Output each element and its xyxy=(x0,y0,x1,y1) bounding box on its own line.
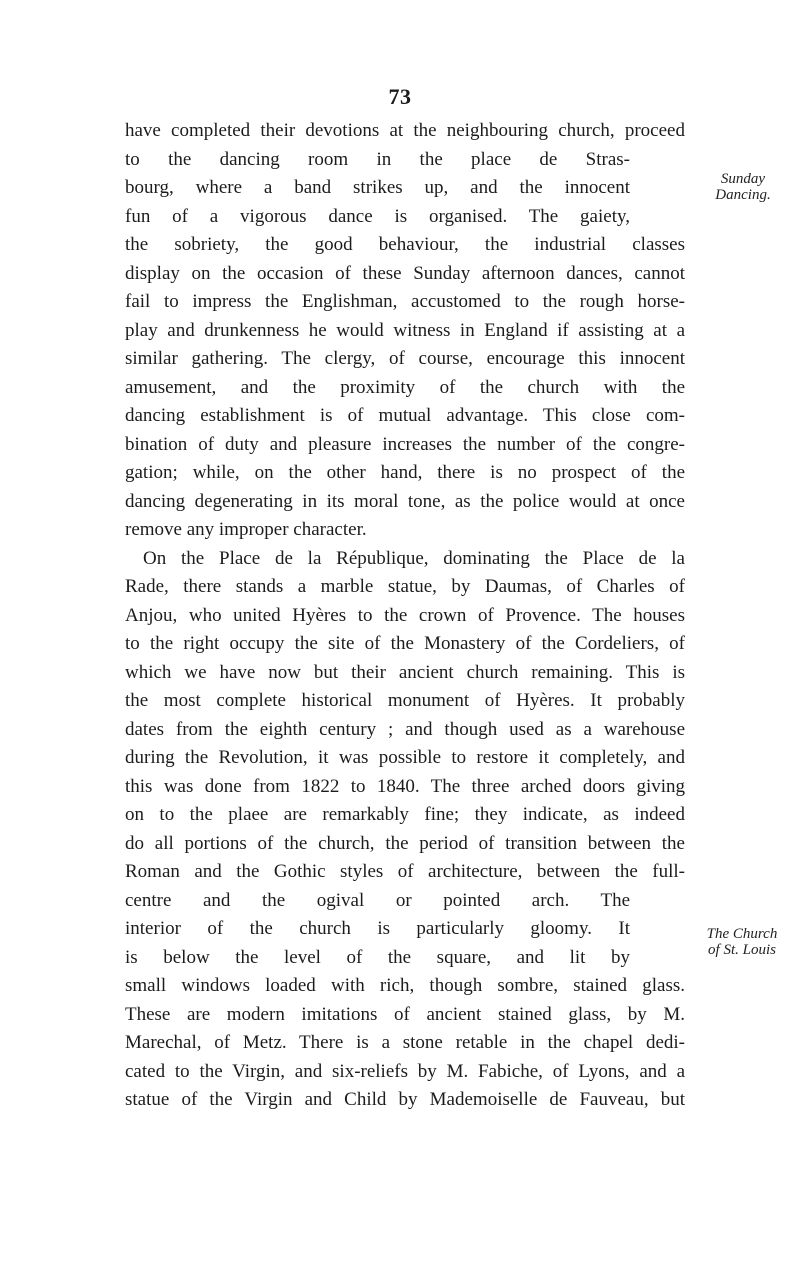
text-line: Anjou, who united Hyères to the crown of Provence. The houses xyxy=(125,604,685,626)
text-line: statue of the Virgin and Child by Mademoiselle de Fauveau, but xyxy=(125,1089,685,1110)
text-line: have completed their devotions at the neighbouring church, proceed xyxy=(125,120,685,141)
margin-note-line: The Church xyxy=(706,926,778,942)
margin-note-line: Sunday xyxy=(720,171,766,187)
text-line: bourg, where a band strikes up, and the innocent xyxy=(125,177,630,198)
text-line: small windows loaded with rich, though sombre, stained glass. xyxy=(125,975,685,996)
text-line: On the Place de la République, dominating the Place de la xyxy=(143,547,685,569)
text-line: dancing degenerating in its moral tone, as the police would at once xyxy=(125,490,685,512)
text-line: cated to the Virgin, and six-reliefs by M. Fabiche, of Lyons, and a xyxy=(125,1060,685,1082)
margin-note-church-st-louis xyxy=(697,926,787,958)
text-line: centre and the ogival or pointed arch. The xyxy=(125,889,630,911)
text-line: Roman and the Gothic styles of architecture, between the full- xyxy=(125,861,685,882)
margin-note-line: of St. Louis xyxy=(708,942,776,958)
text-line: Rade, there stands a marble statue, by Daumas, of Charles of xyxy=(125,576,685,597)
margin-note-sunday-dancing xyxy=(702,171,784,203)
text-line: is below the level of the square, and lit by xyxy=(125,946,630,968)
text-line: to the dancing room in the place de Stras- xyxy=(125,148,630,170)
body-text xyxy=(125,117,685,1115)
text-line: fun of a vigorous dance is organised. The gaiety, xyxy=(125,205,630,227)
text-line: the most complete historical monument of Hyères. It probably xyxy=(125,690,685,711)
text-line: dancing establishment is of mutual advantage. This close com- xyxy=(125,405,685,426)
text-line: These are modern imitations of ancient stained glass, by M. xyxy=(125,1003,685,1025)
text-line: do all portions of the church, the period of transition between the xyxy=(125,832,685,854)
text-line: gation; while, on the other hand, there is no prospect of the xyxy=(125,462,685,483)
text-line: Marechal, of Metz. There is a stone retable in the chapel dedi- xyxy=(125,1032,685,1053)
text-line: to the right occupy the site of the Monastery of the Cordeliers, of xyxy=(125,633,685,654)
text-line: dates from the eighth century ; and though used as a warehouse xyxy=(125,718,685,740)
text-line: the sobriety, the good behaviour, the industrial classes xyxy=(125,234,685,255)
text-line: which we have now but their ancient church remaining. This is xyxy=(125,661,685,683)
text-line: play and drunkenness he would witness in England if assisting at a xyxy=(125,319,685,341)
text-line: this was done from 1822 to 1840. The three arched doors giving xyxy=(125,775,685,797)
text-line: fail to impress the Englishman, accustomed to the rough horse- xyxy=(125,291,685,312)
text-line: on to the plaee are remarkably fine; they indicate, as indeed xyxy=(125,804,685,825)
text-line: amusement, and the proximity of the church with the xyxy=(125,376,685,398)
text-line: interior of the church is particularly gloomy. It xyxy=(125,918,630,939)
margin-note-line: Dancing. xyxy=(715,187,771,203)
text-line: bination of duty and pleasure increases the number of the congre- xyxy=(125,433,685,455)
text-line: during the Revolution, it was possible to restore it completely, and xyxy=(125,747,685,768)
text-line: remove any improper character. xyxy=(125,519,367,540)
page-number: 73 xyxy=(388,84,412,109)
text-line: display on the occasion of these Sunday afternoon dances, cannot xyxy=(125,262,685,284)
text-line: similar gathering. The clergy, of course, encourage this innocent xyxy=(125,348,685,369)
